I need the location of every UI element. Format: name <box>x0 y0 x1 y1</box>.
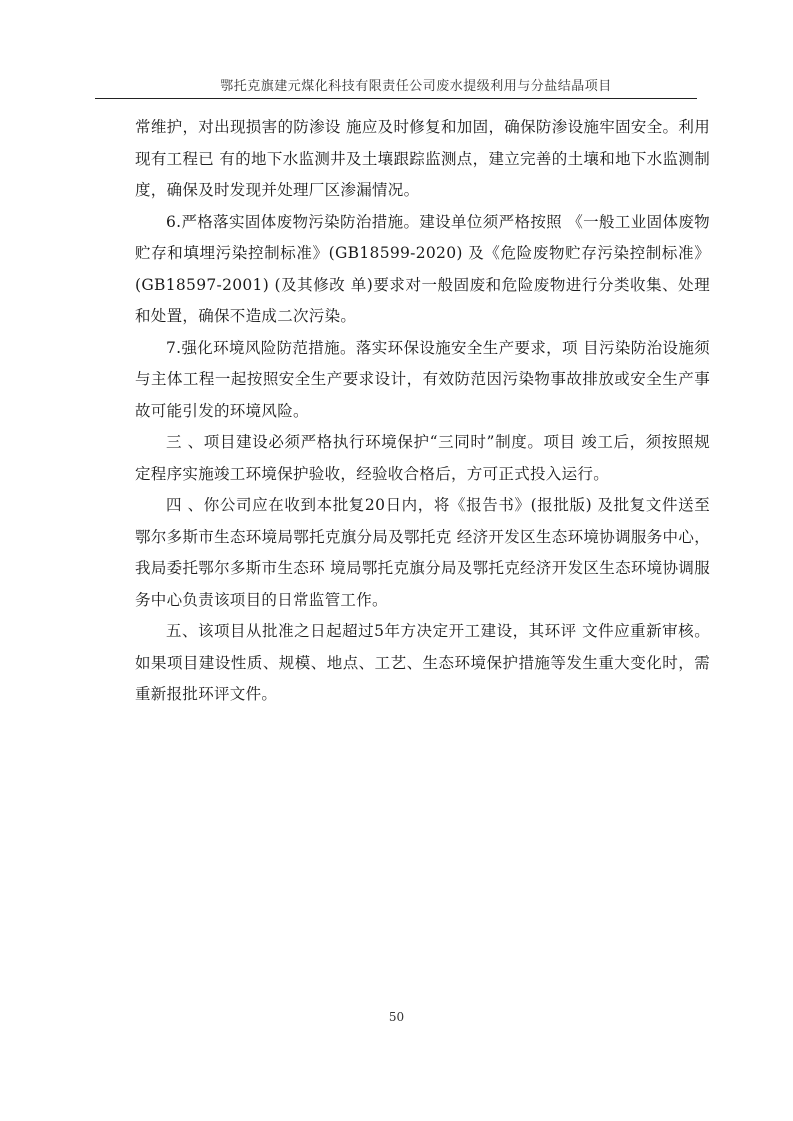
document-body <box>135 112 710 711</box>
paragraph-section-3: 三 、项目建设必须严格执行环境保护“三同时”制度。项目 竣工后，须按照规定程序实施竣工环境保护验收，经验收合格后，方可正式投入运行。 <box>135 433 710 483</box>
paragraph-section-5: 五、该项目从批准之日起超过5年方决定开工建设，其环评 文件应重新审核。如果项目建设性质、规模、地点、工艺、生态环境保护措施等发生重大变化时，需重新报批环评文件。 <box>135 622 710 703</box>
paragraph-item-6: 6.严格落实固体废物污染防治措施。建设单位须严格按照 《一般工业固体废物贮存和填埋污染控制标准》(GB18599-2020) 及《危险废物贮存污染控制标准》(GB18597-2001) (及其修改 单)要求对一般固废和危险废物进行分类收集、处理和处置，确保不造成二次污染。 <box>135 212 710 325</box>
header-divider <box>95 98 697 99</box>
paragraph-item-7: 7.强化环境风险防范措施。落实环保设施安全生产要求，项 目污染防治设施须与主体工程一起按照安全生产要求设计，有效防范因污染物事故排放或安全生产事故可能引发的环境风险。 <box>135 338 710 420</box>
paragraph-continuation: 常维护，对出现损害的防渗设 施应及时修复和加固，确保防渗设施牢固安全。利用现有工程已 有的地下水监测井及土壤跟踪监测点，建立完善的土壤和地下水监测制度，确保及时发现并处理厂区渗漏情况。 <box>135 118 710 199</box>
running-header: 鄂托克旗建元煤化科技有限责任公司废水提级利用与分盐结晶项目 <box>220 79 612 94</box>
page-number: 50 <box>388 1010 405 1024</box>
paragraph-section-4: 四 、你公司应在收到本批复20日内，将《报告书》(报批版) 及批复文件送至鄂尔多斯市生态环境局鄂托克旗分局及鄂托克 经济开发区生态环境协调服务中心，我局委托鄂尔多斯市生态环 境局鄂托克旗分局及鄂托克经济开发区生态环境协调服务中心负责该项目的日常监管工作。 <box>135 496 710 609</box>
